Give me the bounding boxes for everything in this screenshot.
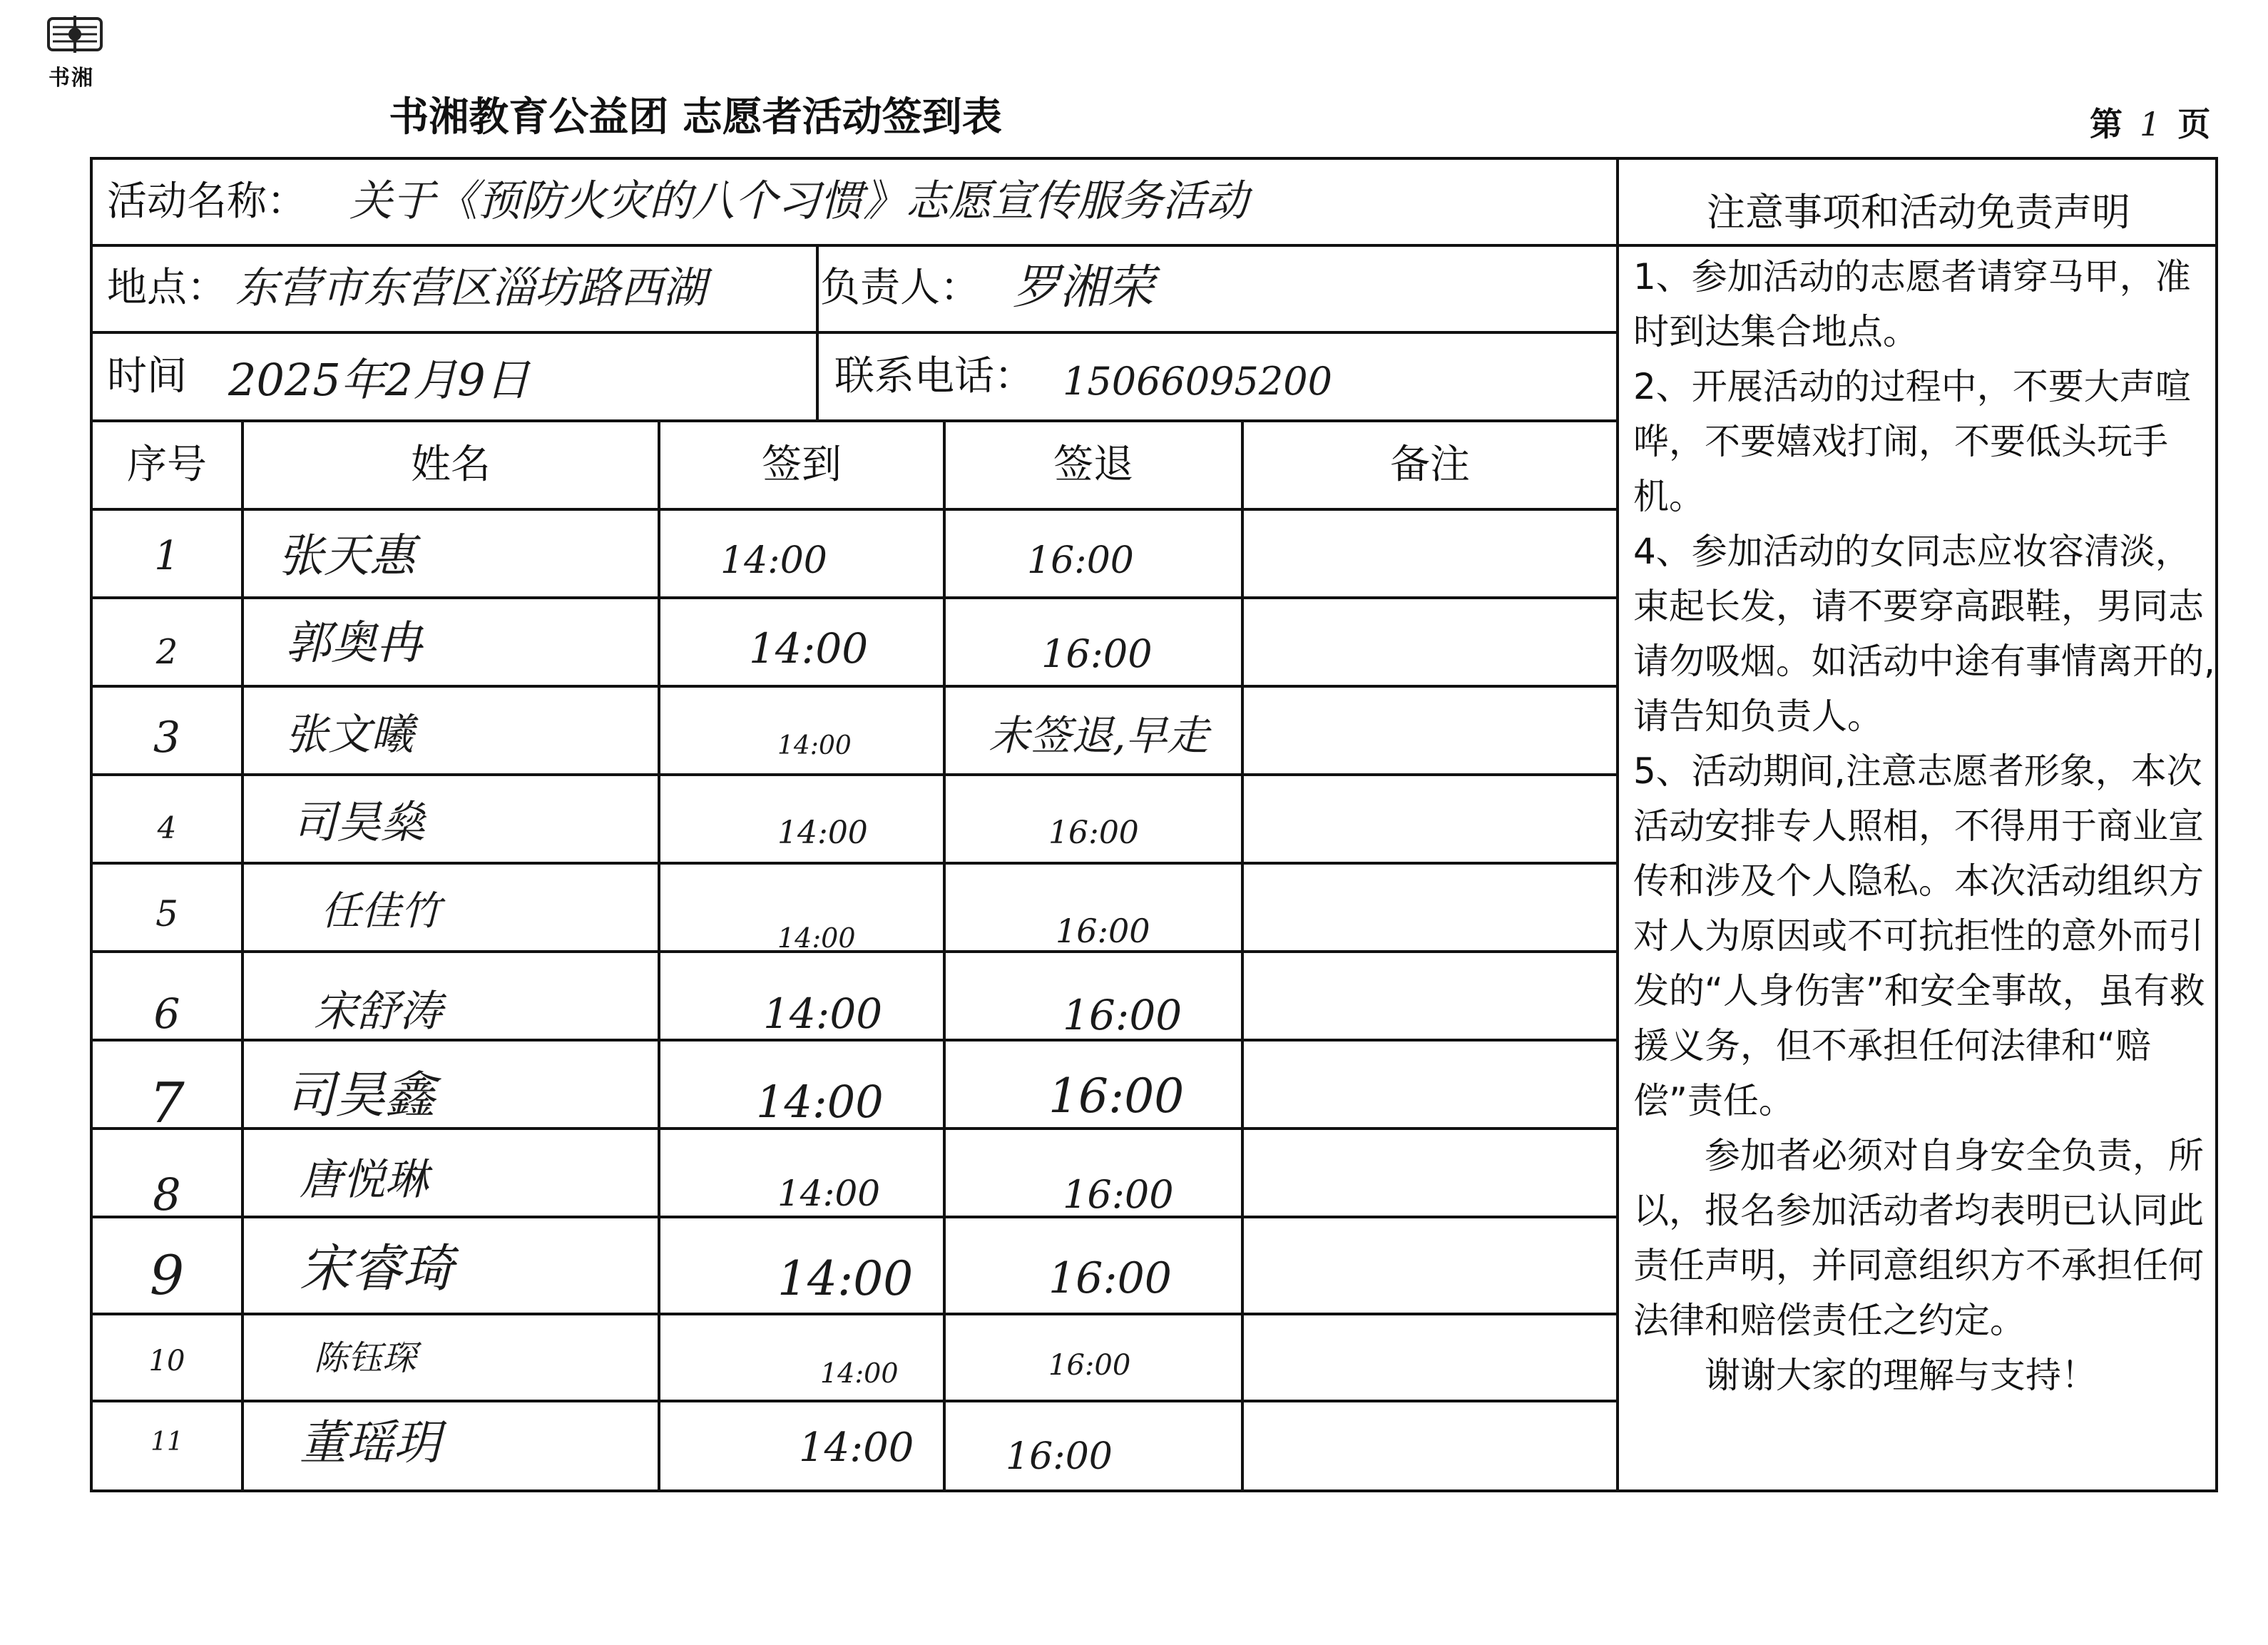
page-number-value: 1: [2140, 105, 2161, 143]
row-no: 11: [150, 1427, 183, 1457]
row-signout: 16:00: [1027, 539, 1134, 582]
row-signin: 14:00: [777, 815, 868, 851]
row-signin: 14:00: [720, 539, 827, 582]
header-name: 姓名: [411, 442, 491, 488]
activity-name-value: 关于《预防火灾的八个习惯》志愿宣传服务活动: [349, 176, 1248, 226]
leader-label: 负责人：: [820, 265, 980, 311]
row-no: 6: [153, 989, 180, 1038]
page-number: [2090, 98, 2210, 146]
row-signin: 14:00: [777, 731, 852, 760]
row-no: 4: [157, 810, 177, 845]
notice-title: 注意事项和活动免责声明: [1707, 190, 2130, 235]
row-name: 司昊燊: [292, 796, 426, 848]
row-no: 2: [155, 632, 178, 672]
row-signout: 16:00: [1063, 1172, 1174, 1217]
row-signin: 14:00: [756, 1076, 884, 1128]
row-name: 张天惠: [278, 530, 415, 583]
row-no: 3: [153, 713, 181, 763]
notice-item: 2、开展活动的过程中，不要大声喧哗，不要嬉戏打闹，不要低头玩手机。: [1633, 366, 2191, 517]
time-label: 时间: [107, 353, 187, 399]
row-no: 7: [149, 1071, 185, 1136]
row-name: 陈钰琛: [314, 1338, 417, 1378]
row-signout: 16:00: [1006, 1435, 1113, 1478]
row-name: 唐悦琳: [300, 1155, 428, 1205]
row-no: 1: [154, 533, 180, 579]
row-signin: 14:00: [749, 624, 869, 673]
row-name: 任佳竹: [321, 888, 441, 934]
leader-value: 罗湘荣: [1013, 260, 1154, 315]
notice-item: 5、活动期间,注意志愿者形象，本次活动安排专人照相，不得用于商业宣传和涉及个人隐私。本次活动组织方对人为原因或不可抗拒性的意外而引发的“人身伤害”和安全事故，虽有救援义务，但不承担任何法律和“赔偿”责任。: [1633, 750, 2205, 1121]
location-value: 东营市东营区淄坊路西湖: [235, 263, 706, 313]
phone-value: 15066095200: [1063, 359, 1332, 404]
row-no: 5: [155, 893, 178, 934]
row-signout: 16:00: [1048, 1253, 1172, 1303]
header-signout: 签退: [1053, 442, 1133, 488]
header-note: 备注: [1390, 442, 1470, 488]
row-signout: 16:00: [1056, 912, 1150, 950]
notice-item: 1、参加活动的志愿者请穿马甲，准时到达集合地点。: [1633, 256, 2191, 352]
row-signout: 未签退,早走: [989, 711, 1209, 760]
row-signout: 16:00: [1048, 815, 1139, 851]
row-signout: 16:00: [1041, 631, 1153, 676]
page-prefix: 第: [2090, 105, 2123, 143]
notice-body: [1633, 250, 2218, 1403]
row-no: 8: [153, 1168, 181, 1221]
row-signout: 16:00: [1048, 1349, 1131, 1382]
row-name: 司昊鑫: [285, 1066, 435, 1124]
notice-thanks: 谢谢大家的理解与支持！: [1705, 1355, 2097, 1396]
row-signin: 14:00: [777, 1251, 914, 1306]
activity-label: 活动名称：: [107, 178, 307, 225]
row-signout: 16:00: [1063, 991, 1182, 1039]
phone-label: 联系电话：: [834, 353, 1034, 399]
row-signin: 14:00: [820, 1358, 899, 1389]
row-signin: 14:00: [777, 1173, 881, 1214]
row-no: 10: [148, 1345, 185, 1377]
header-signin: 签到: [762, 442, 842, 488]
row-no: 9: [149, 1243, 185, 1307]
row-name: 郭奥冉: [285, 617, 422, 670]
row-signin: 14:00: [777, 922, 856, 954]
page-suffix: 页: [2177, 105, 2211, 143]
time-value: 2025年2月9日: [228, 354, 530, 406]
location-label: 地点：: [107, 265, 227, 311]
header-no: 序号: [127, 442, 207, 488]
logo: [36, 13, 114, 91]
row-name: 宋睿琦: [300, 1238, 454, 1298]
row-signin: 14:00: [799, 1425, 914, 1471]
notice-closing: 参加者必须对自身安全负责，所以，报名参加活动者均表明已认同此责任声明，并同意组织方不承担任何法律和赔偿责任之约定。: [1633, 1135, 2204, 1341]
page-title: 书湘教育公益团 志愿者活动签到表: [389, 94, 1002, 141]
row-signin: 14:00: [763, 989, 883, 1038]
row-name: 宋舒涛: [314, 987, 442, 1037]
logo-text: 书湘: [48, 66, 94, 91]
row-signout: 16:00: [1048, 1069, 1185, 1124]
notice-item: 4、参加活动的女同志应妆容清淡，束起长发，请不要穿高跟鞋，男同志请勿吸烟。如活动中途有事情离开的,请告知负责人。: [1633, 531, 2215, 737]
logo-mark-icon: [46, 13, 104, 56]
row-name: 张文曦: [285, 710, 414, 760]
row-name: 董瑶玥: [300, 1415, 441, 1470]
